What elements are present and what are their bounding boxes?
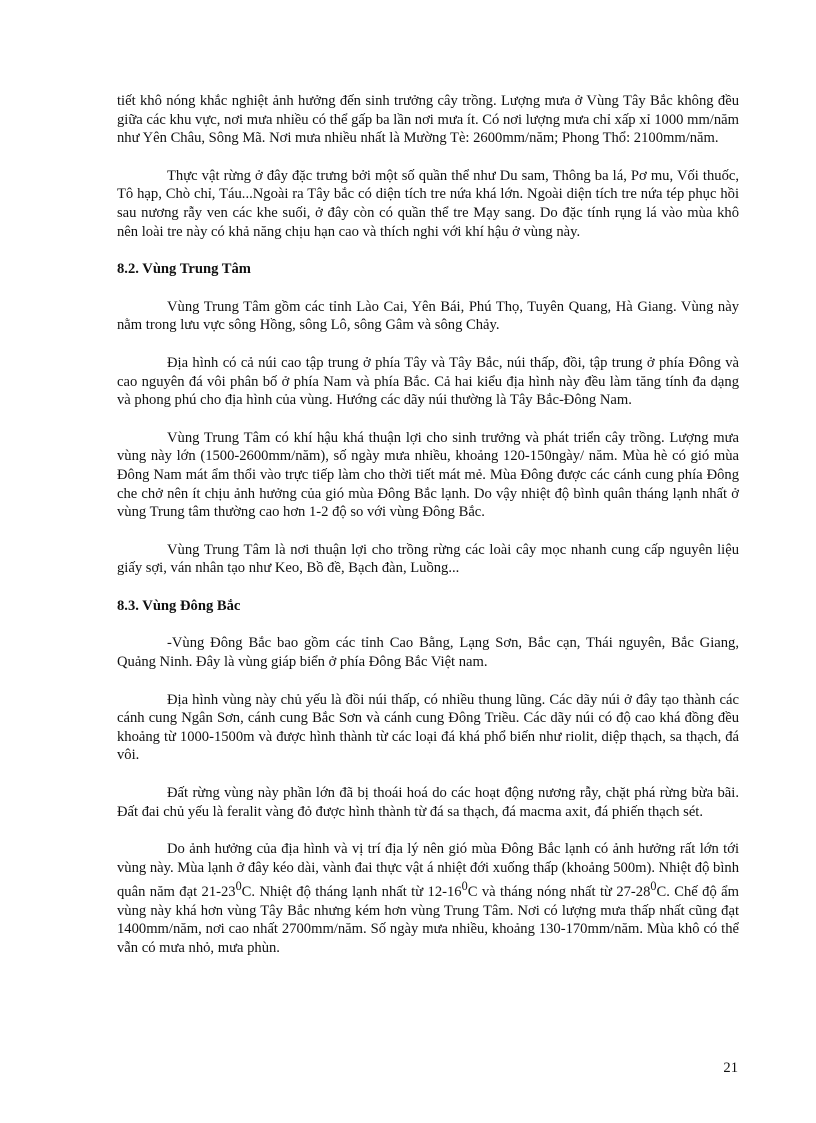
climate-text-part: C. Chế độ ẩm vùng này khá hơn vùng Tây Bắc nhưng kém hơn vùng Trung Tâm. Nơi có lượng mưa thấp nhất cũng đạt 1400mm/năm, nơi cao nhất 2700mm/năm. Số ngày mưa nhiều, khoảng 130-170mm/năm. Mùa khô có thể vẫn có mưa nhỏ, mưa phùn. [117, 884, 739, 957]
degree-superscript: 0 [235, 879, 242, 894]
paragraph-climate-central: Vùng Trung Tâm có khí hậu khá thuận lợi cho sinh trưởng và phát triển cây trồng. Lượng mưa vùng này lớn (1500-2600mm/năm), số ngày mưa nhiều, khoảng 120-150ngày/ năm. Mùa hè có gió mùa Đông Nam mát ẩm thổi vào trực tiếp làm cho thời tiết mát mẻ. Mùa Đông được các cánh cung phía Đông che chở nên ít chịu ảnh hưởng của gió mùa Đông Bắc lạnh. Do vậy nhiệt độ bình quân tháng lạnh nhất ở vùng Trung tâm thường cao hơn 1-2 độ so với vùng Đông Bắc. [117, 429, 739, 521]
paragraph-vegetation: Thực vật rừng ở đây đặc trưng bởi một số quần thể như Du sam, Thông ba lá, Pơ mu, Vối thuốc, Tô hạp, Chò chỉ, Táu...Ngoài ra Tây bắc có diện tích tre nứa khá lớn. Ngoài diện tích tre nứa tép phục hồi sau nương rẫy ven các khe suối, ở đây còn có quần thể tre Mạy sang. Do đặc tính rụng lá vào mùa khô nên loài tre này có khả năng chịu hạn cao và thích nghi với khí hậu ở vùng này. [117, 167, 739, 240]
document-page [117, 92, 739, 977]
degree-superscript: 0 [461, 879, 468, 894]
climate-text-part: C và tháng nóng nhất từ 27-28 [467, 884, 651, 901]
page-number: 21 [723, 1060, 738, 1076]
climate-text-part: C. Nhiệt độ tháng lạnh nhất từ 12-16 [241, 884, 462, 901]
paragraph-terrain-central: Địa hình có cả núi cao tập trung ở phía Tây và Tây Bắc, núi thấp, đồi, tập trung ở phía Đông và cao nguyên đá vôi phân bố ở phía Nam và phía Bắc. Cả hai kiểu địa hình này đều làm tăng tính đa dạng và phong phú cho địa hình của vùng. Hướng các dãy núi thường là Tây Bắc-Đông Nam. [117, 354, 739, 409]
paragraph-terrain-northeast: Địa hình vùng này chủ yếu là đồi núi thấp, có nhiều thung lũng. Các dãy núi ở đây tạo thành các cánh cung Ngân Sơn, cánh cung Bắc Sơn và cánh cung Đông Triều. Các dãy núi có độ cao khá đồng đều khoảng từ 1000-1500m và được hình thành từ các loại đá khá phổ biến như riolit, diệp thạch, sa thạch, đá vôi. [117, 691, 739, 764]
paragraph-continued: tiết khô nóng khắc nghiệt ảnh hưởng đến sinh trưởng cây trồng. Lượng mưa ở Vùng Tây Bắc không đều giữa các khu vực, nơi mưa nhiều có thể gấp ba lần nơi mưa ít. Có nơi lượng mưa chỉ xấp xỉ 1000 mm/năm như Yên Châu, Sông Mã. Nơi mưa nhiều nhất là Mường Tè: 2600mm/năm; Phong Thổ: 2100mm/năm. [117, 93, 739, 147]
paragraph-forestry-central: Vùng Trung Tâm là nơi thuận lợi cho trồng rừng các loài cây mọc nhanh cung cấp nguyên liệu giấy sợi, ván nhân tạo như Keo, Bồ đề, Bạch đàn, Luồng... [117, 541, 739, 577]
climate-text-part: Do ảnh hưởng của địa hình và vị trí địa lý nên gió mùa Đông Bắc lạnh có ảnh hưởng rất lớn tới vùng này. Mùa lạnh ở đây kéo dài, vành đai thực vật á nhiệt đới xuống thấp (khoảng 500m). Nhiệt độ bình quân năm đạt 21-23 [117, 841, 739, 901]
paragraph-provinces-central: Vùng Trung Tâm gồm các tỉnh Lào Cai, Yên Bái, Phú Thọ, Tuyên Quang, Hà Giang. Vùng này nằm trong lưu vực sông Hồng, sông Lô, sông Gâm và sông Chảy. [117, 298, 739, 334]
degree-superscript: 0 [650, 879, 657, 894]
paragraph-provinces-northeast: -Vùng Đông Bắc bao gồm các tỉnh Cao Bằng, Lạng Sơn, Bắc cạn, Thái nguyên, Bắc Giang, Quảng Ninh. Đây là vùng giáp biển ở phía Đông Bắc Việt nam. [117, 635, 739, 671]
section-heading-8-3: 8.3. Vùng Đông Bắc [117, 597, 241, 614]
section-heading-8-2: 8.2. Vùng Trung Tâm [117, 261, 251, 278]
paragraph-soil-northeast: Đất rừng vùng này phần lớn đã bị thoái hoá do các hoạt động nương rẫy, chặt phá rừng bừa bãi. Đất đai chủ yếu là feralit vàng đỏ được hình thành từ đá sa thạch, đá macma axit, đá phiến thạch sét. [117, 785, 739, 820]
paragraph-climate-northeast [117, 840, 739, 957]
